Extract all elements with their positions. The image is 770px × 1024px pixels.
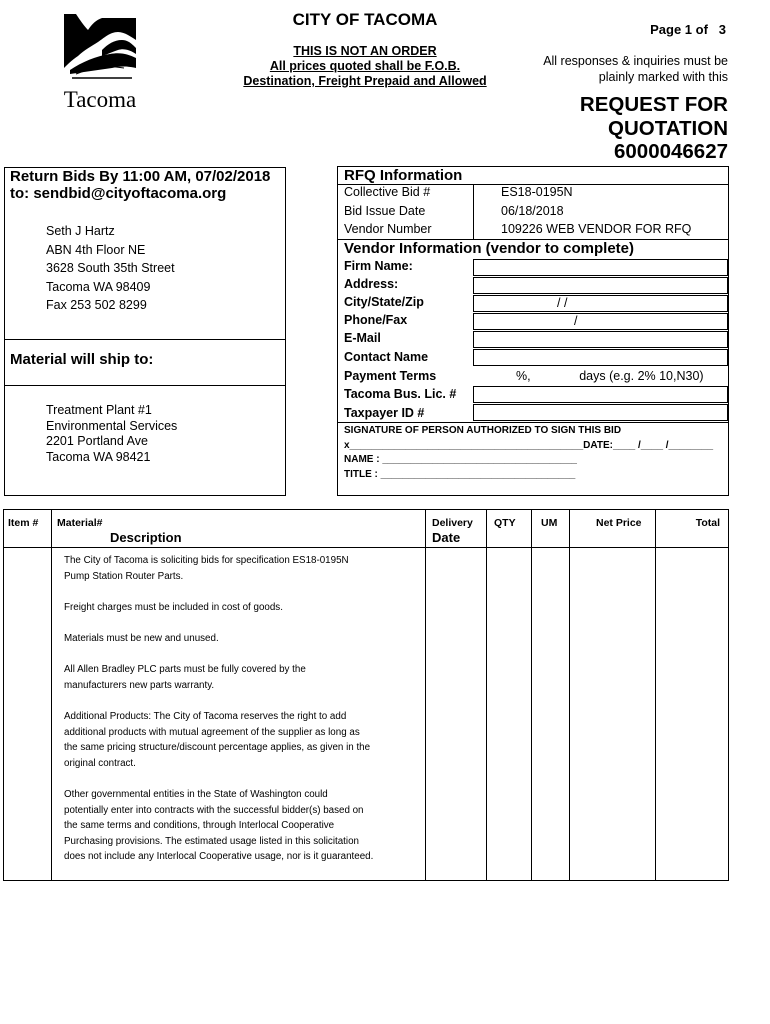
description-line: Freight charges must be included in cost of goods.	[64, 601, 283, 613]
address-label: Address:	[344, 277, 399, 291]
return-bids-email: to: sendbid@cityoftacoma.org	[10, 185, 227, 202]
collective-bid-label: Collective Bid #	[344, 185, 431, 199]
description-line: Purchasing provisions. The estimated usage listed in this solicitation	[64, 835, 359, 847]
description-paragraph	[64, 787, 404, 865]
business-license-field[interactable]	[473, 386, 728, 403]
notice-line: THIS IS NOT AN ORDER	[293, 44, 437, 58]
city-state-zip-label: City/State/Zip	[344, 295, 424, 309]
bid-issue-date-value: 06/18/2018	[501, 204, 564, 218]
divider	[569, 509, 570, 880]
rfq-number: 6000046627	[613, 140, 728, 163]
description-line: potentially enter into contracts with the successful bidder(s) based on	[64, 804, 364, 816]
description-line: additional products with mutual agreement of the supplier as long as	[64, 726, 360, 738]
return-bids-heading	[10, 168, 270, 202]
contact-line: ABN 4th Floor NE	[46, 242, 146, 257]
city-state-zip-field[interactable]: / /	[473, 295, 728, 312]
payment-terms-label: Payment Terms	[344, 369, 437, 383]
delivery-header: Delivery	[432, 517, 473, 529]
taxpayer-id-field[interactable]	[473, 404, 728, 421]
phone-fax-label: Phone/Fax	[344, 313, 408, 327]
qty-header: QTY	[494, 517, 516, 529]
signature-line[interactable]: x__________________________________________DATE:____ /____ /________	[344, 440, 714, 451]
page-count	[620, 22, 726, 37]
signature-title-line[interactable]: TITLE : ___________________________________	[344, 469, 576, 480]
date-header: Date	[432, 530, 461, 545]
rfq-info-title: RFQ Information	[344, 167, 463, 184]
rfq-title-line: REQUEST FOR	[579, 93, 728, 116]
signature-name-line[interactable]: NAME : ___________________________________	[344, 454, 577, 465]
description-header: Description	[110, 530, 182, 545]
description-paragraph	[64, 553, 404, 584]
logo-wordmark: Tacoma	[63, 87, 137, 112]
um-header: UM	[541, 517, 558, 529]
item-number-header: Item #	[8, 517, 39, 529]
description-line: Pump Station Router Parts.	[64, 570, 184, 582]
description-line: original contract.	[64, 757, 136, 769]
vendor-info-title: Vendor Information (vendor to complete)	[344, 240, 635, 257]
collective-bid-value: ES18-0195N	[501, 185, 573, 199]
material-number-header: Material#	[57, 517, 103, 529]
divider	[4, 339, 285, 340]
notice-line: All prices quoted shall be F.O.B.	[269, 59, 461, 73]
divider	[425, 509, 426, 880]
firm-name-label: Firm Name:	[344, 259, 413, 273]
responses-line: All responses & inquiries must be	[543, 54, 728, 68]
description-line: The City of Tacoma is soliciting bids for specification ES18-0195N	[64, 555, 349, 566]
vendor-number-value: 109226 WEB VENDOR FOR RFQ	[501, 222, 692, 236]
description-line: Other governmental entities in the State of Washington could	[64, 788, 328, 800]
divider	[51, 509, 52, 880]
page-total: 3	[718, 22, 726, 37]
description-paragraph	[64, 662, 404, 693]
ship-line: 2201 Portland Ave	[46, 434, 148, 448]
divider	[337, 422, 728, 423]
contact-line: Fax 253 502 8299	[46, 298, 147, 312]
responses-note	[520, 53, 728, 85]
divider	[473, 184, 474, 239]
business-license-label: Tacoma Bus. Lic. #	[344, 387, 457, 401]
description-line: does not include any Interlocal Cooperative usage, nor is it guaranteed.	[64, 851, 374, 863]
item-description	[64, 553, 404, 880]
net-price-header: Net Price	[596, 517, 642, 529]
buyer-contact	[46, 222, 175, 315]
contact-line: 3628 South 35th Street	[46, 261, 175, 275]
city-title: CITY OF TACOMA	[292, 10, 438, 29]
description-line: manufacturers new parts warranty.	[64, 679, 215, 691]
contact-line: Seth J Hartz	[46, 224, 115, 238]
page-label: Page 1 of	[650, 22, 708, 37]
ship-line: Treatment Plant #1	[46, 403, 152, 417]
address-field[interactable]	[473, 277, 728, 294]
description-paragraph	[64, 631, 404, 647]
rfq-title	[520, 93, 728, 164]
contact-line: Tacoma WA 98409	[46, 279, 151, 294]
return-bids-deadline: Return Bids By 11:00 AM, 07/02/2018	[10, 168, 271, 185]
bid-issue-date-label: Bid Issue Date	[344, 204, 426, 218]
ship-line: Environmental Services	[46, 418, 178, 433]
description-paragraph	[64, 709, 404, 771]
contact-name-field[interactable]	[473, 349, 728, 366]
description-line: the same pricing structure/discount percentage applies, as given in the	[64, 742, 371, 754]
signature-heading: SIGNATURE OF PERSON AUTHORIZED TO SIGN THIS BID	[344, 425, 622, 436]
description-line: Additional Products: The City of Tacoma reserves the right to add	[64, 710, 347, 722]
responses-line: plainly marked with this	[598, 70, 728, 84]
description-line: Materials must be new and unused.	[64, 632, 219, 644]
divider	[3, 547, 728, 548]
vendor-number-label: Vendor Number	[344, 222, 432, 236]
ship-to-address	[46, 403, 177, 465]
contact-name-label: Contact Name	[344, 350, 429, 364]
email-field[interactable]	[473, 331, 728, 348]
divider	[655, 509, 656, 880]
description-line: All Allen Bradley PLC parts must be fully covered by the	[64, 664, 306, 676]
email-label: E-Mail	[344, 331, 381, 345]
notice-line: Destination, Freight Prepaid and Allowed	[243, 74, 487, 88]
description-paragraph	[64, 600, 404, 616]
taxpayer-id-label: Taxpayer ID #	[344, 406, 425, 420]
divider	[531, 509, 532, 880]
divider	[486, 509, 487, 880]
total-header: Total	[695, 517, 720, 529]
rfq-title-line: QUOTATION	[608, 116, 728, 140]
ship-line: Tacoma WA 98421	[46, 449, 151, 464]
firm-name-field[interactable]	[473, 259, 728, 276]
payment-terms-field[interactable]: %, days (e.g. 2% 10,N30)	[516, 369, 704, 383]
ship-to-heading: Material will ship to:	[10, 351, 154, 368]
description-line: the same terms and conditions, through Interlocal Cooperative	[64, 820, 335, 832]
phone-fax-field[interactable]: /	[473, 313, 728, 330]
divider	[4, 385, 285, 386]
